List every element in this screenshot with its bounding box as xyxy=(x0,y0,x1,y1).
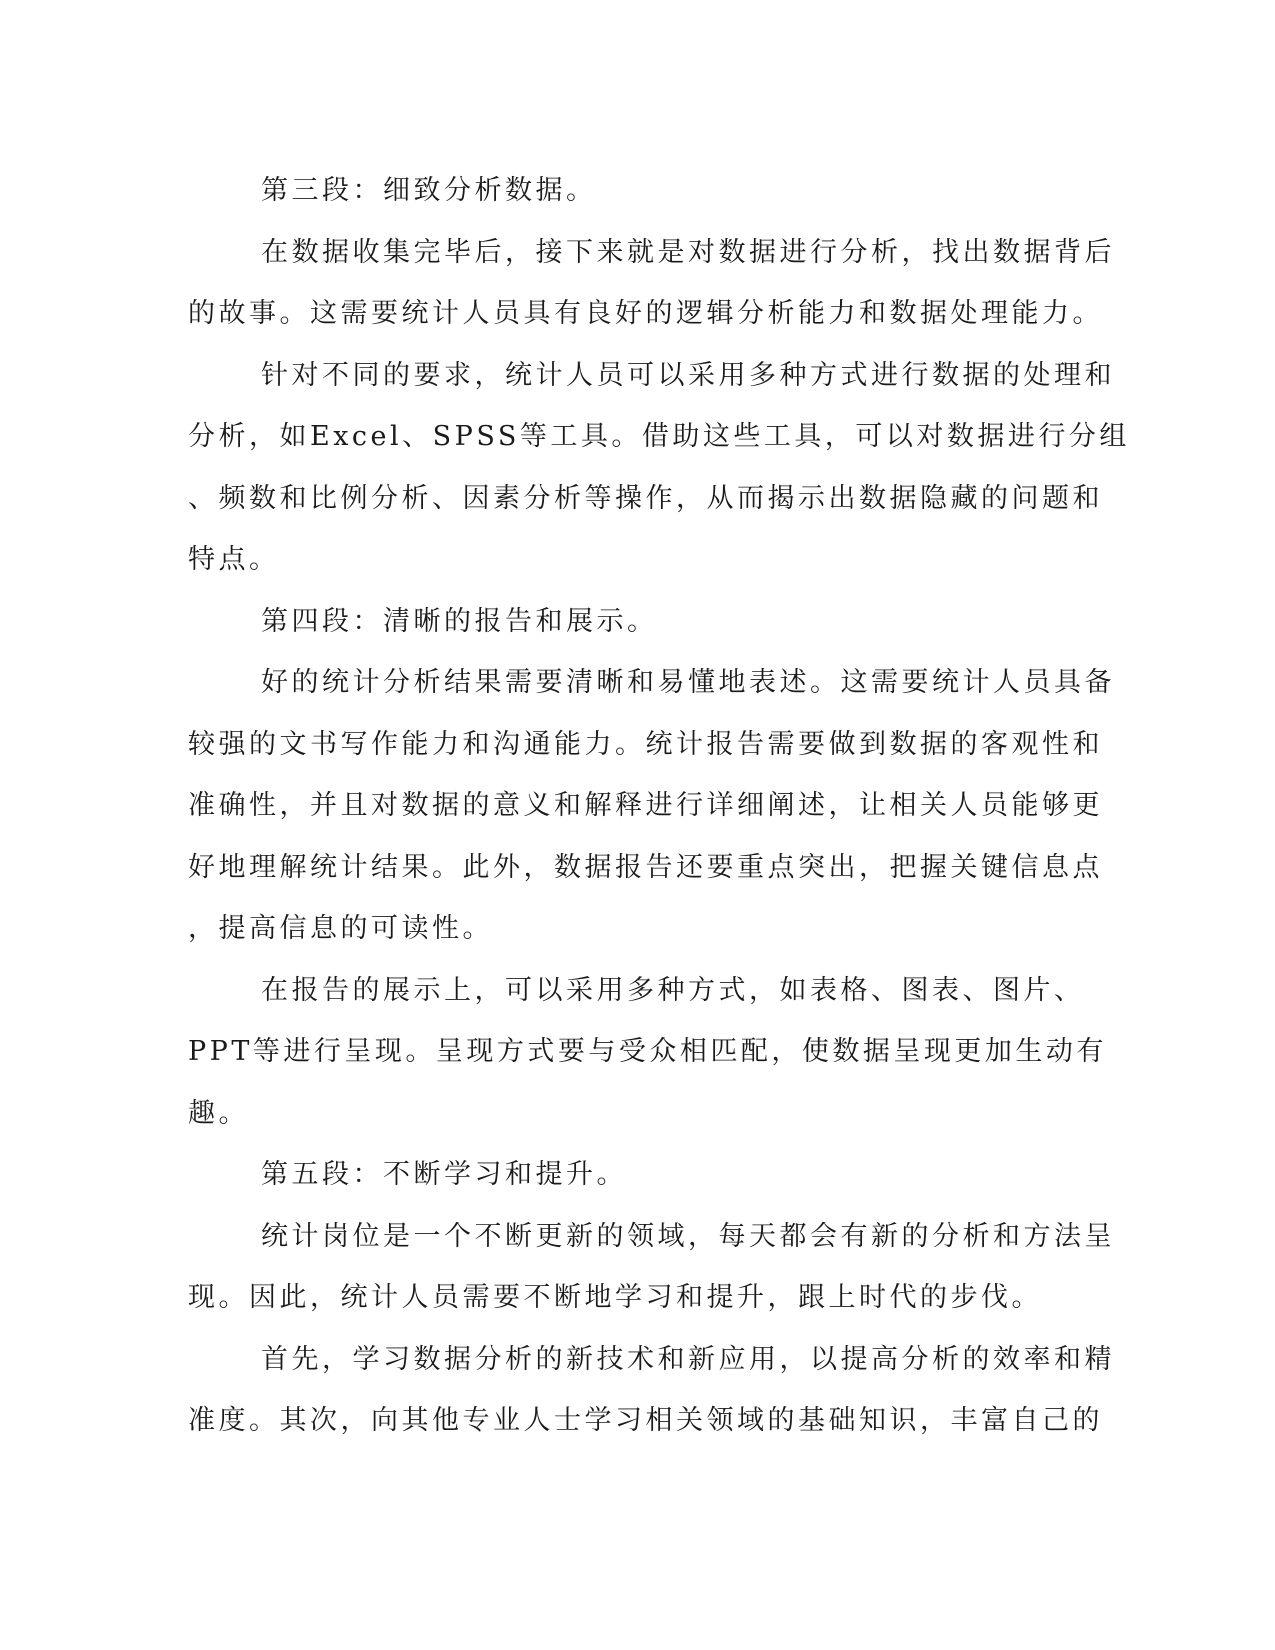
text-line: 在数据收集完毕后，接下来就是对数据进行分析，找出数据背后 xyxy=(261,236,1115,268)
text-line: 准确性，并且对数据的意义和解释进行详细阐述，让相关人员能够更 xyxy=(188,790,1103,821)
section-heading-3: 第三段：细致分析数据。 xyxy=(261,175,597,206)
text-line: 特点。 xyxy=(188,544,280,575)
text-line: ，提高信息的可读性。 xyxy=(188,913,493,944)
text-line: 统计岗位是一个不断更新的领域，每天都会有新的分析和方法呈 xyxy=(261,1220,1115,1252)
text-line: 的故事。这需要统计人员具有良好的逻辑分析能力和数据处理能力。 xyxy=(188,298,1103,329)
section-heading-4: 第四段：清晰的报告和展示。 xyxy=(261,605,658,637)
text-line: 准度。其次，向其他专业人士学习相关领域的基础知识，丰富自己的 xyxy=(188,1405,1103,1436)
text-line: PPT等进行呈现。呈现方式要与受众相匹配，使数据呈现更加生动有 xyxy=(188,1036,1107,1067)
text-line: 针对不同的要求，统计人员可以采用多种方式进行数据的处理和 xyxy=(261,359,1115,391)
section-heading-5: 第五段：不断学习和提升。 xyxy=(261,1159,627,1190)
text-line: 好的统计分析结果需要清晰和易懂地表述。这需要统计人员具备 xyxy=(261,667,1115,698)
text-line: 分析，如Excel、SPSS等工具。借助这些工具，可以对数据进行分组 xyxy=(188,421,1130,452)
text-line: 较强的文书写作能力和沟通能力。统计报告需要做到数据的客观性和 xyxy=(188,728,1103,760)
text-line: 好地理解统计结果。此外，数据报告还要重点突出，把握关键信息点 xyxy=(188,851,1103,883)
document-body xyxy=(188,160,1130,1452)
text-line: 在报告的展示上，可以采用多种方式，如表格、图表、图片、 xyxy=(261,974,1085,1006)
text-line: 、频数和比例分析、因素分析等操作，从而揭示出数据隐藏的问题和 xyxy=(188,482,1103,514)
text-line: 现。因此，统计人员需要不断地学习和提升，跟上时代的步伐。 xyxy=(188,1282,1042,1313)
text-line: 趣。 xyxy=(188,1097,249,1129)
text-line: 首先，学习数据分析的新技术和新应用，以提高分析的效率和精 xyxy=(261,1343,1115,1375)
